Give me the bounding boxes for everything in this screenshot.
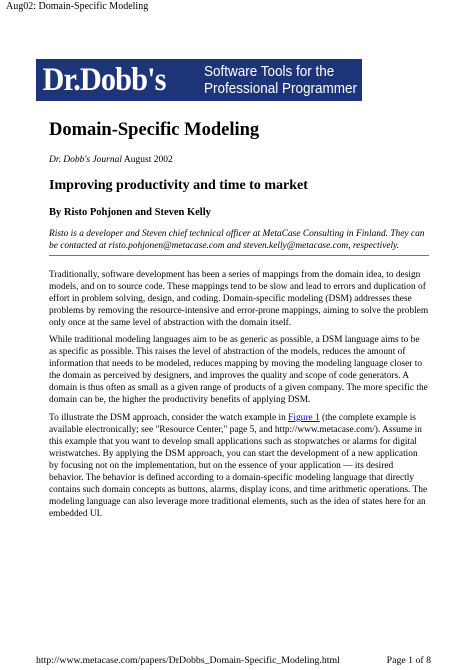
figure-1-link[interactable]: Figure 1	[288, 413, 320, 423]
footer-url: http://www.metacase.com/papers/DrDobbs_Domain-Specific_Modeling.html	[36, 655, 340, 666]
paragraph-1: Traditionally, software development has been a series of mappings from the domain idea, to design models, and on to source code. These mappings tend to be slow and lead to errors and duplication of effort in problem solving, design, and coding. Domain-specific modeling (DSM) addresses these problems by removing the resource-intensive and error-prone mappings, aiming to solve the problem only once at the same level of abstraction with the domain itself.	[49, 270, 429, 328]
publication-line	[49, 155, 429, 165]
paragraph-3-body: (the complete example is available electronically; see "Resource Center," page 5, and http://www.metacase.com/). Assume in this example that you want to develop small applications such as stopwatches or alarms for digital wristwatches. By applying the DSM approach, you can start the development of a new application by focusing not on the implementation, but on the essence of your application — its desired behavior. The behavior is defined according to a domain-specific modeling language that directly contains such domain concepts as buttons, alarms, display icons, and time arithmetic operations. The modeling language can also leverage more traditional elements, such as the idea of states here for an embedded UI.	[49, 413, 428, 519]
article-subtitle: Improving productivity and time to market	[49, 178, 308, 193]
byline: By Risto Pohjonen and Steven Kelly	[49, 207, 211, 218]
dr-dobbs-logo: Dr.Dobb's	[42, 62, 166, 98]
dr-dobbs-banner	[36, 59, 362, 101]
paragraph-2: While traditional modeling languages aim to be as generic as possible, a DSM language aims to be as specific as possible. This raises the level of abstraction of the models, reduces the amount of information that needs to be modeled, reduces mapping by moving the modeling language closer to the domain as perceived by designers, and improves the quality and scope of code generators. A domain is thus often as small as a given range of products of a given company. The more specific the domain can be, the higher the productivity benefits of applying DSM.	[49, 335, 428, 405]
paragraph-3-intro: To illustrate the DSM approach, consider the watch example in	[49, 413, 289, 423]
publication-date: August 2002	[123, 155, 173, 165]
page-number: Page 1 of 8	[386, 655, 431, 666]
article-title-block	[49, 120, 429, 141]
article-title: Domain-Specific Modeling	[49, 120, 260, 140]
paragraph-3	[49, 412, 429, 520]
page-header: Aug02: Domain-Specific Modeling	[6, 1, 149, 12]
banner-tagline	[204, 63, 357, 97]
journal-name: Dr. Dobb's Journal	[49, 155, 123, 165]
subtitle-block	[49, 178, 429, 194]
author-bio: Risto is a developer and Steven chief technical officer at MetaCase Consulting in Finland. They can be contacted at risto.pohjonen@metacase.com and steven.kelly@metacase.com, respectively.	[49, 228, 429, 256]
tagline-line-1: Software Tools for the	[204, 63, 335, 80]
tagline-line-2: Professional Programmer	[204, 80, 358, 97]
